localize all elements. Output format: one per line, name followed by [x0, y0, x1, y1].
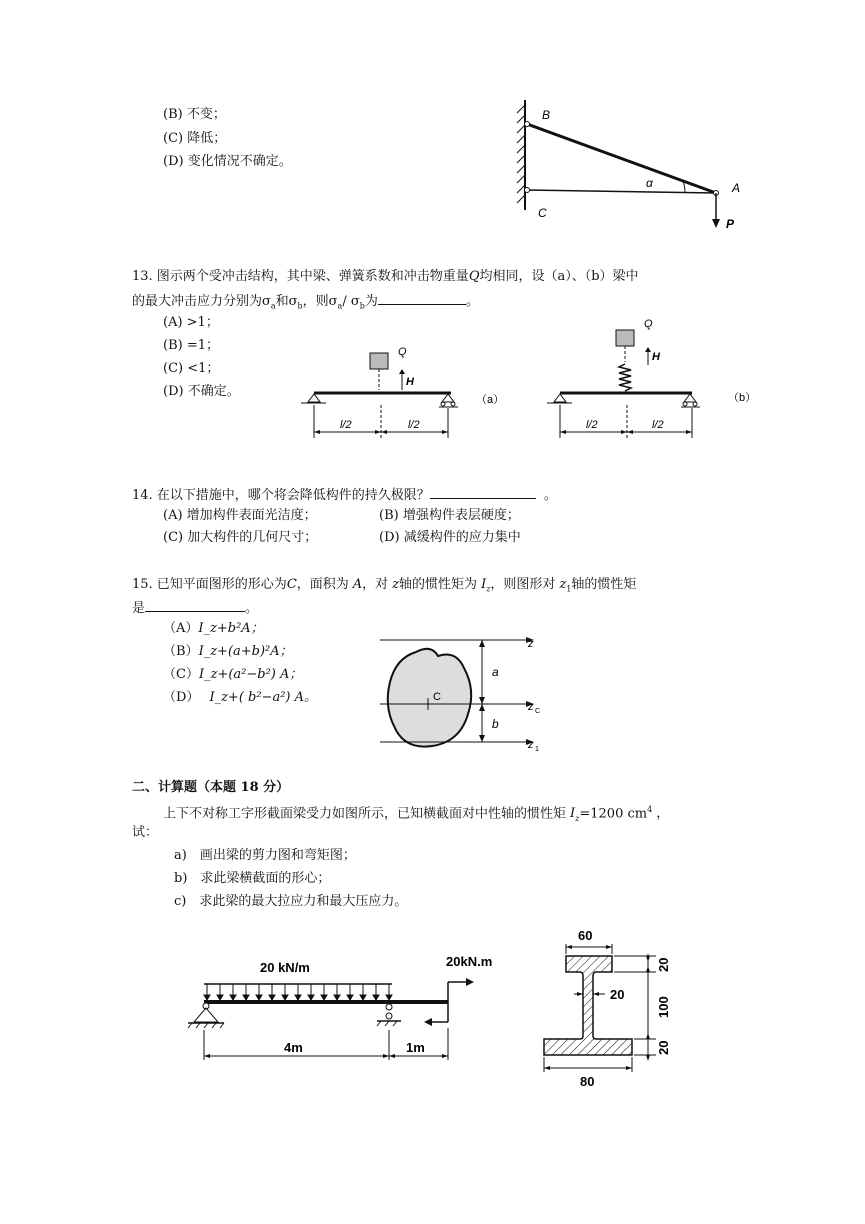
svg-text:z: z: [528, 701, 534, 713]
section2-item-a: a) 画出梁的剪力图和弯矩图；: [174, 848, 356, 863]
q15-answer-blank[interactable]: [145, 598, 245, 612]
q14-option-b: (B) 增强构件表层硬度；: [379, 508, 520, 523]
q15-stem-line1: 15. 已知平面图形的形心为C，面积为 A，对 z轴的惯性矩为 $I_z$，则图形对 $z_1$轴的惯性矩: [132, 577, 637, 594]
svg-text:b: b: [492, 717, 499, 731]
svg-text:20kN.m: 20kN.m: [446, 954, 493, 969]
section2-beam-figure: [180, 948, 500, 1068]
svg-text:（b）: （b）: [728, 392, 757, 404]
q12-label-alpha: α: [646, 176, 653, 190]
svg-text:20 kN/m: 20 kN/m: [260, 960, 310, 975]
svg-text:100: 100: [656, 996, 671, 1018]
svg-text:80: 80: [580, 1074, 595, 1089]
q13-option-a: (A) >1；: [163, 315, 219, 330]
q15-area-figure: [376, 630, 566, 755]
q15-stem-line2: 是 。: [132, 598, 258, 617]
svg-text:l/2: l/2: [586, 419, 598, 431]
svg-text:l/2: l/2: [408, 419, 420, 431]
q12-option-b: (B) 不变；: [163, 107, 226, 122]
svg-text:l/2: l/2: [340, 419, 352, 431]
svg-text:C: C: [433, 691, 441, 703]
q14-option-a: (A) 增加构件表面光洁度；: [163, 508, 317, 523]
q13-answer-blank[interactable]: [378, 291, 466, 305]
q12-label-c: C: [538, 206, 547, 220]
svg-text:C: C: [535, 708, 541, 715]
svg-text:l/2: l/2: [652, 419, 664, 431]
svg-text:a: a: [492, 665, 499, 679]
q14-stem: 14. 在以下措施中，哪个将会降低构件的持久极限？ 。: [132, 485, 557, 504]
q14-option-d: (D) 减缓构件的应力集中: [379, 530, 521, 545]
q12-label-p: P: [726, 217, 735, 231]
q13-option-d: (D) 不确定。: [163, 384, 240, 399]
svg-text:z: z: [528, 739, 534, 751]
q13-figure-a: [296, 340, 516, 445]
svg-text:Q: Q: [644, 318, 653, 330]
q14-option-c: (C) 加大构件的几何尺寸；: [163, 530, 318, 545]
svg-text:1m: 1m: [406, 1040, 425, 1055]
q12-label-b: B: [542, 108, 551, 122]
q12-option-d: (D) 变化情况不确定。: [163, 154, 292, 169]
section2-item-c: c) 求此梁的最大拉应力和最大压应力。: [174, 894, 408, 909]
section2-intro-line2: 试：: [132, 825, 159, 840]
svg-text:4m: 4m: [284, 1040, 303, 1055]
section2-intro-line1: 上下不对称工字形截面梁受力如图所示，已知横截面对中性轴的惯性矩 $I_z=1200$ $cm^4$ ，: [163, 805, 670, 823]
svg-text:1: 1: [535, 746, 539, 753]
svg-text:20: 20: [656, 1040, 671, 1055]
q13-stem-line1: 13. 图示两个受冲击结构，其中梁、弹簧系数和冲击物重量Q均相同，设（a）、（b）梁中: [132, 269, 639, 284]
q13-option-b: (B) =1；: [163, 338, 219, 353]
svg-text:Q: Q: [398, 346, 407, 358]
svg-text:z: z: [528, 638, 534, 650]
q13-stem-line2: 的最大冲击应力分别为$\sigma_a$和$\sigma_b$，则$\sigma_a/$ $\sigma_b$为 。: [132, 291, 479, 315]
svg-text:H: H: [652, 351, 660, 363]
svg-text:20: 20: [656, 957, 671, 972]
q15-option-d: （D） I_z+( b²−a²) A。: [163, 690, 317, 705]
q14-answer-blank[interactable]: [430, 485, 536, 499]
section2-title: 二、计算题（本题 18 分）: [132, 780, 290, 795]
q13-option-c: (C) <1；: [163, 361, 220, 376]
svg-text:20: 20: [610, 987, 625, 1002]
q13-figure-b: [542, 318, 762, 443]
q15-option-c: （C）I_z+(a²−b²) A；: [163, 667, 303, 682]
svg-text:60: 60: [578, 928, 593, 943]
q12-label-a: A: [732, 181, 741, 195]
q12-option-c: (C) 降低；: [163, 131, 227, 146]
q12-truss-figure: [500, 95, 760, 240]
q15-option-b: （B）I_z+(a+b)²A；: [163, 644, 293, 659]
svg-text:（a）: （a）: [476, 394, 505, 406]
q15-option-a: （A）I_z+b²A；: [163, 621, 264, 636]
section2-i-section-figure: [530, 924, 690, 1092]
svg-text:H: H: [406, 376, 414, 388]
section2-item-b: b) 求此梁横截面的形心；: [174, 871, 331, 886]
